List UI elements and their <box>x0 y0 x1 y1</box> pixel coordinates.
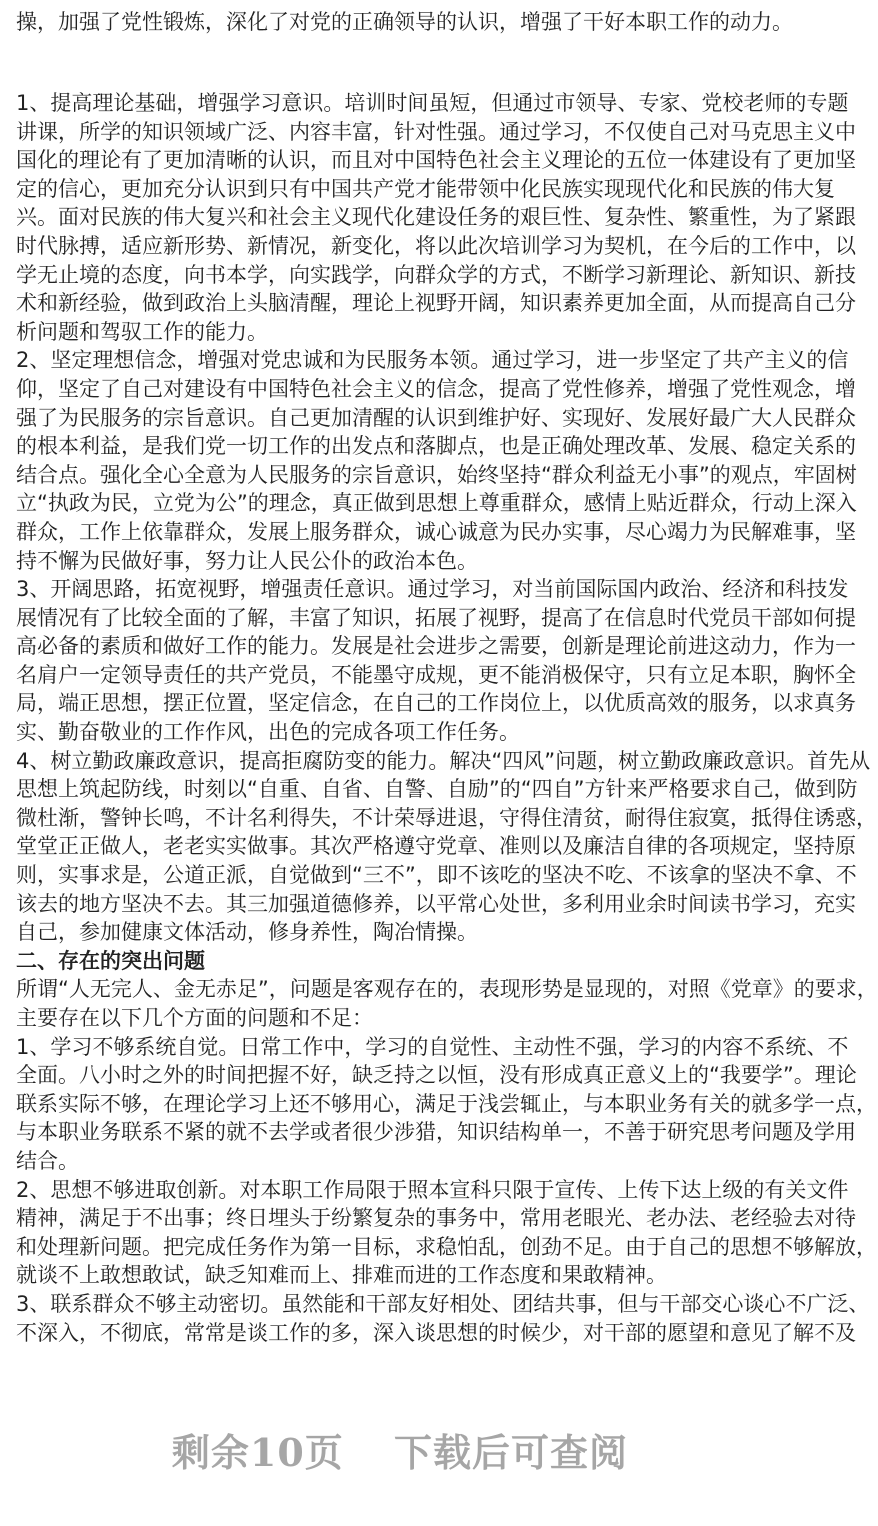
text-line: 1、提高理论基础，增强学习意识。培训时间虽短，但通过市领导、专家、党校老师的专题 <box>16 91 849 115</box>
text-line: 结合。 <box>16 1148 79 1173</box>
text-line: 二、存在的突出问题 <box>16 948 205 973</box>
paragraph <box>16 1033 877 1176</box>
paragraph <box>16 346 857 575</box>
text-line: 实、勤奋敬业的工作作风，出色的完成各项工作任务。 <box>16 720 520 745</box>
text-line: 的根本利益，是我们党一切工作的出发点和落脚点，也是正确处理改革、发展、稳定关系的 <box>16 434 856 459</box>
paragraph <box>16 1176 877 1290</box>
text-line: 学无止境的态度，向书本学，向实践学，向群众学的方式，不断学习新理论、新知识、新技 <box>16 262 856 287</box>
text-line: 定的信心，更加充分认识到只有中国共产党才能带领中化民族实现现代化和民族的伟大复 <box>16 176 835 201</box>
text-line: 强了为民服务的宗旨意识。自己更加清醒的认识到维护好、实现好、发展好最广大人民群众 <box>16 405 856 430</box>
download-to-view-text: 下载后可查阅 <box>394 1430 629 1475</box>
download-banner[interactable] <box>0 1422 800 1477</box>
text-line: 局，端正思想，摆正位置，坚定信念，在自己的工作岗位上，以优质高效的服务，以求真务 <box>16 691 856 716</box>
text-line: 2、思想不够进取创新。对本职工作局限于照本宣科只限于宣传、上传下达上级的有关文件 <box>16 1177 849 1202</box>
text-line: 思想上筑起防线，时刻以“自重、自省、自警、自励”的“四自”方针来严格要求自己，做到防 <box>16 777 858 802</box>
text-line: 立“执政为民，立党为公”的理念，真正做到思想上尊重群众，感情上贴近群众，行动上深入 <box>16 491 857 516</box>
top-fragment <box>16 8 793 37</box>
text-line: 则，实事求是，公道正派，自觉做到“三不”，即不该吃的坚决不吃、不该拿的坚决不拿、不 <box>16 863 857 888</box>
text-line: 和处理新问题。把完成任务作为第一目标，求稳怕乱，创劲不足。由于自己的思想不够解放， <box>16 1234 877 1259</box>
text-line: 群众，工作上依靠群众，发展上服务群众，诚心诚意为民办实事，尽心竭力为民解难事，坚 <box>16 519 856 544</box>
text-line: 讲课，所学的知识领域广泛、内容丰富，针对性强。通过学习，不仅使自己对马克思主义中 <box>16 119 856 144</box>
text-line: 3、联系群众不够主动密切。虽然能和干部友好相处、团结共事，但与干部交心谈心不广泛、 <box>16 1291 870 1316</box>
paragraph <box>16 975 878 1032</box>
document-body <box>16 89 878 1347</box>
text-line: 高必备的素质和做好工作的能力。发展是社会进步之需要，创新是理论前进这动力，作为一 <box>16 634 856 659</box>
text-line: 主要存在以下几个方面的问题和不足： <box>16 1006 373 1030</box>
text-line: 堂堂正正做人，老老实实做事。其次严格遵守党章、准则以及廉洁自律的各项规定，坚持原 <box>16 834 856 859</box>
text-line: 术和新经验，做到政治上头脑清醒，理论上视野开阔，知识素养更加全面，从而提高自己分 <box>16 291 856 316</box>
text-line: 该去的地方坚决不去。其三加强道德修养，以平常心处世，多利用业余时间读书学习，充实 <box>16 891 856 916</box>
text-line: 2、坚定理想信念，增强对党忠诚和为民服务本领。通过学习，进一步坚定了共产主义的信 <box>16 348 849 373</box>
text-line: 展情况有了比较全面的了解，丰富了知识，拓展了视野，提高了在信息时代党员干部如何提 <box>16 605 856 630</box>
text-line: 时代脉搏，适应新形势、新情况，新变化，将以此次培训学习为契机，在今后的工作中，以 <box>16 233 856 258</box>
text-line: 4、树立勤政廉政意识，提高拒腐防变的能力。解决“四风”问题，树立勤政廉政意识。首先从 <box>16 748 871 773</box>
text-line: 持不懈为民做好事，努力让人民公仆的政治本色。 <box>16 548 478 573</box>
text-line: 微杜渐，警钟长鸣，不计名利得失，不计荣辱进退，守得住清贫，耐得住寂寞，抵得住诱惑， <box>16 805 877 830</box>
remaining-pages-text: 剩余10页 <box>171 1430 344 1475</box>
text-line: 所谓“人无完人、金无赤足”，问题是客观存在的，表现形势是显现的，对照《党章》的要求， <box>16 977 878 1002</box>
text-line: 与本职业务联系不紧的就不去学或者很少涉猎，知识结构单一，不善于研究思考问题及学用 <box>16 1120 856 1145</box>
paragraph <box>16 89 856 346</box>
text-line: 就谈不上敢想敢试，缺乏知难而上、排难而进的工作态度和果敢精神。 <box>16 1263 667 1288</box>
text-line: 名肩户一定领导责任的共产党员，不能墨守成规，更不能消极保守，只有立足本职，胸怀全 <box>16 662 856 687</box>
text-line: 自己，参加健康文体活动，修身养性，陶冶情操。 <box>16 920 478 945</box>
text-line: 仰，坚定了自己对建设有中国特色社会主义的信念，提高了党性修养，增强了党性观念，增 <box>16 376 856 401</box>
text-line: 联系实际不够，在理论学习上还不够用心，满足于浅尝辄止，与本职业务有关的就多学一点， <box>16 1091 877 1116</box>
text-line: 精神，满足于不出事；终日埋头于纷繁复杂的事务中，常用老眼光、老办法、老经验去对待 <box>16 1206 856 1231</box>
text-line: 1、学习不够系统自觉。日常工作中，学习的自觉性、主动性不强，学习的内容不系统、不 <box>16 1034 849 1059</box>
text-line: 全面。八小时之外的时间把握不好，缺乏持之以恒，没有形成真正意义上的“我要学”。理论 <box>16 1063 857 1088</box>
paragraph <box>16 1290 870 1347</box>
text-line: 操，加强了党性锻炼，深化了对党的正确领导的认识，增强了干好本职工作的动力。 <box>16 10 793 34</box>
section-heading <box>16 947 786 976</box>
text-line: 3、开阔思路，拓宽视野，增强责任意识。通过学习，对当前国际国内政治、经济和科技发 <box>16 577 849 602</box>
text-line: 国化的理论有了更加清晰的认识，而且对中国特色社会主义理论的五位一体建设有了更加坚 <box>16 148 856 173</box>
paragraph <box>16 575 856 747</box>
paragraph <box>16 747 877 947</box>
text-line: 析问题和驾驭工作的能力。 <box>16 319 268 344</box>
text-line: 不深入，不彻底，常常是谈工作的多，深入谈思想的时候少，对干部的愿望和意见了解不及 <box>16 1320 856 1345</box>
text-line: 兴。面对民族的伟大复兴和社会主义现代化建设任务的艰巨性、复杂性、繁重性，为了紧跟 <box>16 205 856 230</box>
text-line: 结合点。强化全心全意为人民服务的宗旨意识，始终坚持“群众利益无小事”的观点，牢固树 <box>16 462 857 487</box>
